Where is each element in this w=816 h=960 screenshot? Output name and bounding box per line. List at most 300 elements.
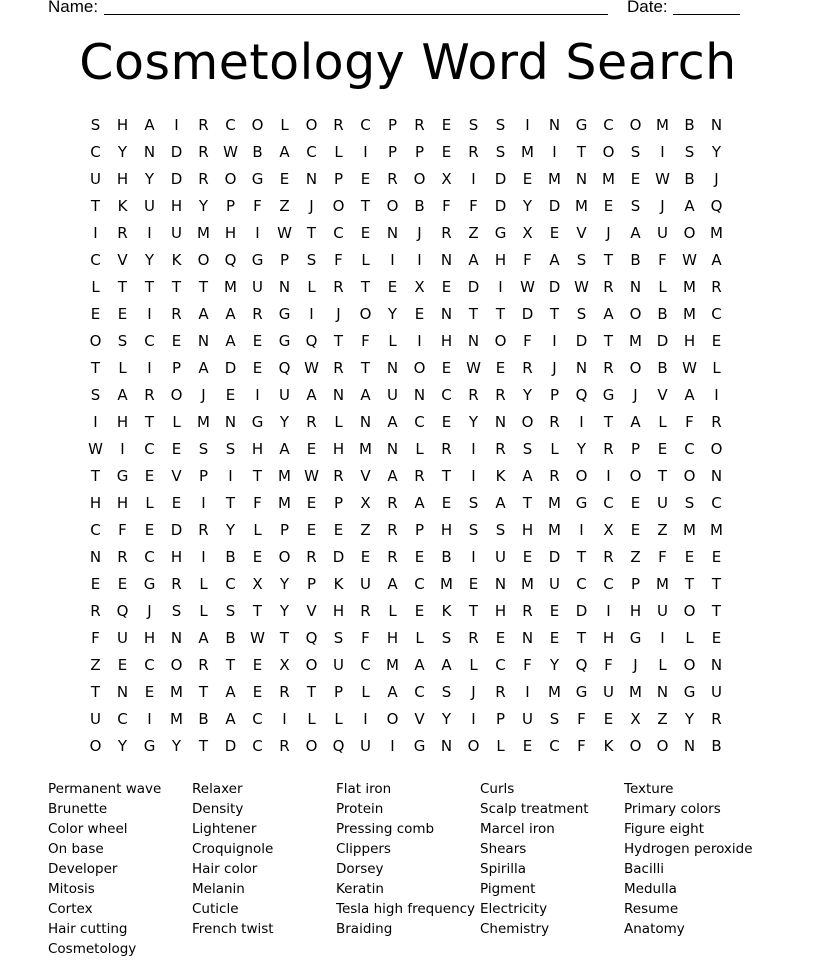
grid-letter: I xyxy=(255,386,260,404)
grid-letter: E xyxy=(522,548,533,566)
grid-letter: N xyxy=(494,413,507,431)
grid-letter: M xyxy=(170,710,183,728)
grid-letter: Z xyxy=(360,521,371,539)
grid-letter: B xyxy=(198,710,209,728)
grid-letter: D xyxy=(332,548,345,566)
grid-letter: E xyxy=(90,575,101,593)
grid-letter: J xyxy=(417,224,422,242)
grid-row xyxy=(82,195,730,222)
grid-letter: K xyxy=(333,575,344,593)
word-list-item: Bacilli xyxy=(624,861,664,877)
grid-letter: X xyxy=(252,575,263,593)
grid-letter: T xyxy=(225,494,236,512)
grid-letter: E xyxy=(360,224,371,242)
grid-letter: R xyxy=(711,710,722,728)
grid-letter: C xyxy=(414,413,425,431)
grid-letter: M xyxy=(656,575,669,593)
grid-letter: Y xyxy=(711,143,722,161)
grid-letter: O xyxy=(197,251,210,269)
grid-letter: L xyxy=(658,278,667,296)
grid-letter: D xyxy=(170,143,183,161)
grid-row xyxy=(82,141,730,168)
grid-letter: I xyxy=(282,710,287,728)
date-label: Date: xyxy=(627,0,668,16)
grid-letter: F xyxy=(577,737,586,755)
grid-letter: A xyxy=(279,143,290,161)
grid-letter: I xyxy=(471,548,476,566)
grid-letter: R xyxy=(198,143,209,161)
grid-letter: E xyxy=(306,521,317,539)
grid-letter: O xyxy=(683,467,696,485)
grid-letter: R xyxy=(333,467,344,485)
grid-letter: I xyxy=(390,251,395,269)
grid-letter: T xyxy=(441,467,452,485)
grid-letter: N xyxy=(629,278,642,296)
grid-letter: E xyxy=(657,440,668,458)
grid-letter: E xyxy=(711,548,722,566)
grid-letter: T xyxy=(360,359,371,377)
word-list-item: Hair cutting xyxy=(48,921,128,937)
word-list-item: Tesla high frequency xyxy=(336,901,476,917)
grid-letter: T xyxy=(306,683,317,701)
grid-letter: R xyxy=(441,440,452,458)
grid-letter: M xyxy=(521,575,534,593)
grid-letter: H xyxy=(629,602,642,620)
grid-letter: E xyxy=(630,494,641,512)
grid-letter: M xyxy=(224,278,237,296)
grid-letter: C xyxy=(603,116,614,134)
grid-letter: B xyxy=(657,305,668,323)
grid-letter: F xyxy=(361,629,370,647)
grid-letter: T xyxy=(711,575,722,593)
grid-letter: O xyxy=(305,656,318,674)
grid-letter: H xyxy=(143,629,156,647)
grid-letter: L xyxy=(334,710,343,728)
grid-letter: I xyxy=(471,170,476,188)
grid-letter: R xyxy=(279,737,290,755)
grid-letter: I xyxy=(309,305,314,323)
grid-letter: E xyxy=(360,548,371,566)
grid-letter: U xyxy=(603,683,614,701)
grid-letter: R xyxy=(711,278,722,296)
grid-letter: W xyxy=(655,170,670,188)
grid-letter: G xyxy=(278,332,291,350)
grid-letter: U xyxy=(360,737,371,755)
grid-letter: S xyxy=(225,602,236,620)
grid-letter: U xyxy=(657,602,668,620)
grid-letter: P xyxy=(198,467,209,485)
grid-letter: U xyxy=(360,575,371,593)
grid-letter: I xyxy=(525,683,530,701)
grid-letter: E xyxy=(441,494,452,512)
word-list-item: Lightener xyxy=(192,821,257,837)
grid-letter: H xyxy=(440,332,453,350)
word-list-item: Hair color xyxy=(192,861,258,877)
grid-letter: I xyxy=(93,413,98,431)
word-list-item: Medulla xyxy=(624,881,677,897)
grid-letter: U xyxy=(387,386,398,404)
grid-letter: G xyxy=(251,170,264,188)
grid-letter: P xyxy=(306,575,317,593)
grid-letter: R xyxy=(603,278,614,296)
grid-letter: O xyxy=(467,737,480,755)
word-list-item: Mitosis xyxy=(48,881,95,897)
grid-letter: L xyxy=(172,413,181,431)
grid-letter: E xyxy=(252,656,263,674)
grid-letter: S xyxy=(576,251,587,269)
grid-letter: J xyxy=(714,170,719,188)
grid-letter: E xyxy=(306,494,317,512)
grid-letter: F xyxy=(118,521,127,539)
grid-letter: I xyxy=(579,413,584,431)
grid-letter: R xyxy=(414,116,425,134)
grid-letter: I xyxy=(120,440,125,458)
grid-letter: R xyxy=(711,413,722,431)
grid-letter: I xyxy=(660,629,665,647)
grid-letter: P xyxy=(171,359,182,377)
grid-letter: B xyxy=(252,143,263,161)
date-blank-line xyxy=(673,14,740,15)
grid-letter: E xyxy=(495,359,506,377)
grid-letter: E xyxy=(711,332,722,350)
grid-letter: J xyxy=(201,386,206,404)
grid-letter: R xyxy=(198,116,209,134)
grid-letter: F xyxy=(523,332,532,350)
grid-letter: R xyxy=(117,224,128,242)
grid-letter: R xyxy=(603,440,614,458)
grid-letter: C xyxy=(144,332,155,350)
word-list-item: Spirilla xyxy=(480,861,526,877)
grid-letter: I xyxy=(93,224,98,242)
grid-letter: O xyxy=(305,737,318,755)
grid-letter: W xyxy=(88,440,103,458)
grid-letter: L xyxy=(361,251,370,269)
grid-row xyxy=(82,357,730,384)
grid-letter: O xyxy=(629,305,642,323)
grid-letter: Q xyxy=(575,656,588,674)
grid-letter: Z xyxy=(630,548,641,566)
grid-letter: A xyxy=(468,251,479,269)
grid-letter: C xyxy=(684,440,695,458)
grid-letter: L xyxy=(91,278,100,296)
grid-letter: A xyxy=(441,656,452,674)
grid-row xyxy=(82,438,730,465)
grid-letter: W xyxy=(574,278,589,296)
grid-letter: Y xyxy=(576,440,587,458)
grid-letter: A xyxy=(387,683,398,701)
grid-letter: F xyxy=(523,656,532,674)
grid-letter: I xyxy=(417,332,422,350)
grid-letter: L xyxy=(388,602,397,620)
grid-letter: S xyxy=(684,494,695,512)
grid-letter: P xyxy=(279,521,290,539)
grid-letter: M xyxy=(170,683,183,701)
grid-letter: O xyxy=(89,332,102,350)
grid-letter: N xyxy=(89,548,102,566)
grid-letter: L xyxy=(658,656,667,674)
grid-letter: C xyxy=(225,575,236,593)
grid-letter: D xyxy=(521,305,534,323)
word-list-item: Scalp treatment xyxy=(480,801,589,817)
grid-letter: O xyxy=(683,224,696,242)
grid-letter: E xyxy=(495,629,506,647)
grid-letter: M xyxy=(278,467,291,485)
grid-row xyxy=(82,519,730,546)
grid-letter: D xyxy=(224,359,237,377)
grid-letter: L xyxy=(388,332,397,350)
grid-letter: O xyxy=(224,170,237,188)
grid-letter: E xyxy=(252,359,263,377)
grid-letter: R xyxy=(495,386,506,404)
grid-letter: O xyxy=(413,170,426,188)
grid-letter: R xyxy=(198,656,209,674)
grid-letter: O xyxy=(170,386,183,404)
grid-letter: B xyxy=(630,251,641,269)
grid-letter: P xyxy=(333,494,344,512)
grid-letter: R xyxy=(171,305,182,323)
grid-letter: X xyxy=(630,710,641,728)
word-list-item: Brunette xyxy=(48,801,108,817)
grid-letter: I xyxy=(606,467,611,485)
grid-letter: D xyxy=(170,521,183,539)
grid-letter: S xyxy=(171,602,182,620)
grid-letter: K xyxy=(117,197,128,215)
grid-letter: E xyxy=(279,170,290,188)
grid-letter: Q xyxy=(332,737,345,755)
grid-letter: S xyxy=(468,494,479,512)
grid-letter: U xyxy=(522,710,533,728)
grid-letter: A xyxy=(225,332,236,350)
grid-letter: A xyxy=(144,116,155,134)
grid-letter: W xyxy=(466,359,481,377)
grid-letter: R xyxy=(468,386,479,404)
grid-letter: M xyxy=(548,170,561,188)
grid-letter: F xyxy=(361,332,370,350)
grid-letter: S xyxy=(117,332,128,350)
grid-letter: C xyxy=(414,683,425,701)
grid-letter: I xyxy=(471,467,476,485)
grid-letter: L xyxy=(415,440,424,458)
grid-letter: U xyxy=(90,710,101,728)
grid-letter: I xyxy=(147,224,152,242)
grid-letter: C xyxy=(711,494,722,512)
grid-letter: C xyxy=(603,494,614,512)
grid-letter: Z xyxy=(657,521,668,539)
grid-letter: S xyxy=(90,116,101,134)
grid-letter: M xyxy=(359,440,372,458)
word-list-item: Dorsey xyxy=(336,861,384,877)
grid-letter: S xyxy=(495,116,506,134)
grid-letter: U xyxy=(90,170,101,188)
grid-letter: H xyxy=(332,440,345,458)
grid-letter: G xyxy=(575,116,588,134)
grid-letter: E xyxy=(117,305,128,323)
grid-letter: E xyxy=(252,332,263,350)
grid-letter: A xyxy=(522,467,533,485)
grid-letter: L xyxy=(334,413,343,431)
grid-letter: F xyxy=(523,251,532,269)
grid-letter: S xyxy=(630,143,641,161)
grid-letter: M xyxy=(710,224,723,242)
grid-letter: S xyxy=(630,197,641,215)
grid-letter: C xyxy=(360,656,371,674)
grid-letter: A xyxy=(630,413,641,431)
word-list-item: Chemistry xyxy=(480,921,550,937)
grid-letter: Y xyxy=(279,575,290,593)
grid-letter: P xyxy=(549,386,560,404)
grid-letter: E xyxy=(252,548,263,566)
grid-letter: M xyxy=(683,278,696,296)
grid-letter: E xyxy=(144,683,155,701)
grid-letter: E xyxy=(414,602,425,620)
grid-letter: C xyxy=(90,521,101,539)
grid-letter: I xyxy=(147,359,152,377)
grid-letter: G xyxy=(251,251,264,269)
grid-letter: X xyxy=(441,170,452,188)
grid-letter: E xyxy=(441,116,452,134)
grid-letter: N xyxy=(197,332,210,350)
grid-letter: R xyxy=(360,602,371,620)
word-list-item: Pressing comb xyxy=(336,821,435,837)
grid-letter: X xyxy=(414,278,425,296)
grid-letter: Z xyxy=(657,710,668,728)
grid-letter: D xyxy=(467,278,480,296)
grid-letter: E xyxy=(171,494,182,512)
grid-letter: F xyxy=(658,251,667,269)
grid-letter: Q xyxy=(305,332,318,350)
word-list-item: French twist xyxy=(192,921,274,937)
grid-letter: J xyxy=(660,197,665,215)
grid-letter: W xyxy=(304,359,319,377)
word-column xyxy=(624,780,768,940)
word-column xyxy=(192,780,336,940)
grid-letter: Y xyxy=(549,656,560,674)
grid-letter: B xyxy=(711,737,722,755)
grid-letter: K xyxy=(441,602,452,620)
word-list-item: Braiding xyxy=(336,921,393,937)
grid-letter: L xyxy=(361,683,370,701)
grid-letter: P xyxy=(630,440,641,458)
grid-row xyxy=(82,627,730,654)
grid-letter: N xyxy=(575,170,588,188)
grid-row xyxy=(82,681,730,708)
grid-letter: O xyxy=(602,143,615,161)
grid-letter: T xyxy=(603,251,614,269)
grid-letter: I xyxy=(363,143,368,161)
grid-letter: R xyxy=(441,224,452,242)
grid-letter: W xyxy=(250,629,265,647)
grid-letter: N xyxy=(548,116,561,134)
grid-letter: T xyxy=(225,656,236,674)
grid-letter: T xyxy=(549,305,560,323)
word-list-item: Electricity xyxy=(480,901,548,917)
grid-letter: L xyxy=(199,575,208,593)
grid-letter: K xyxy=(171,251,182,269)
grid-letter: E xyxy=(117,575,128,593)
grid-letter: O xyxy=(683,602,696,620)
grid-letter: A xyxy=(711,251,722,269)
grid-letter: Y xyxy=(198,197,209,215)
grid-letter: U xyxy=(279,386,290,404)
grid-letter: V xyxy=(171,467,182,485)
grid-letter: I xyxy=(714,386,719,404)
grid-letter: M xyxy=(548,683,561,701)
grid-letter: E xyxy=(522,737,533,755)
grid-letter: F xyxy=(253,197,262,215)
grid-row xyxy=(82,168,730,195)
grid-letter: R xyxy=(117,548,128,566)
grid-letter: D xyxy=(548,278,561,296)
grid-letter: V xyxy=(306,602,317,620)
grid-letter: B xyxy=(684,116,695,134)
grid-letter: S xyxy=(198,440,209,458)
grid-letter: N xyxy=(494,575,507,593)
word-list-item: Marcel iron xyxy=(480,821,555,837)
grid-letter: N xyxy=(656,683,669,701)
grid-letter: L xyxy=(145,494,154,512)
grid-letter: O xyxy=(386,710,399,728)
grid-letter: W xyxy=(304,467,319,485)
grid-letter: Y xyxy=(117,143,128,161)
grid-letter: B xyxy=(684,170,695,188)
grid-letter: R xyxy=(495,440,506,458)
grid-letter: E xyxy=(117,656,128,674)
grid-letter: O xyxy=(332,197,345,215)
grid-letter: T xyxy=(495,305,506,323)
word-list-item: Color wheel xyxy=(48,821,128,837)
grid-letter: E xyxy=(549,602,560,620)
grid-letter: T xyxy=(576,629,587,647)
grid-letter: E xyxy=(387,278,398,296)
grid-letter: P xyxy=(387,116,398,134)
grid-letter: T xyxy=(117,278,128,296)
grid-row xyxy=(82,492,730,519)
grid-letter: E xyxy=(603,710,614,728)
grid-letter: I xyxy=(471,710,476,728)
grid-letter: I xyxy=(228,467,233,485)
grid-letter: C xyxy=(603,575,614,593)
grid-letter: P xyxy=(279,251,290,269)
grid-letter: Y xyxy=(279,602,290,620)
grid-letter: Q xyxy=(710,197,723,215)
grid-row xyxy=(82,276,730,303)
grid-letter: T xyxy=(306,224,317,242)
grid-letter: S xyxy=(684,143,695,161)
grid-letter: N xyxy=(305,170,318,188)
grid-letter: N xyxy=(440,305,453,323)
grid-letter: R xyxy=(252,305,263,323)
grid-letter: E xyxy=(90,305,101,323)
grid-letter: A xyxy=(117,386,128,404)
grid-letter: N xyxy=(278,278,291,296)
grid-letter: A xyxy=(225,683,236,701)
word-list-item: Developer xyxy=(48,861,118,877)
grid-letter: Q xyxy=(278,359,291,377)
grid-letter: T xyxy=(90,197,101,215)
grid-letter: M xyxy=(548,521,561,539)
grid-letter: R xyxy=(333,116,344,134)
grid-letter: N xyxy=(413,386,426,404)
word-list-item: Cuticle xyxy=(192,901,239,917)
grid-letter: S xyxy=(441,683,452,701)
grid-letter: R xyxy=(198,170,209,188)
word-column xyxy=(336,780,480,940)
grid-row xyxy=(82,114,730,141)
grid-letter: I xyxy=(471,440,476,458)
grid-letter: P xyxy=(387,143,398,161)
grid-letter: Q xyxy=(575,386,588,404)
grid-letter: M xyxy=(521,143,534,161)
